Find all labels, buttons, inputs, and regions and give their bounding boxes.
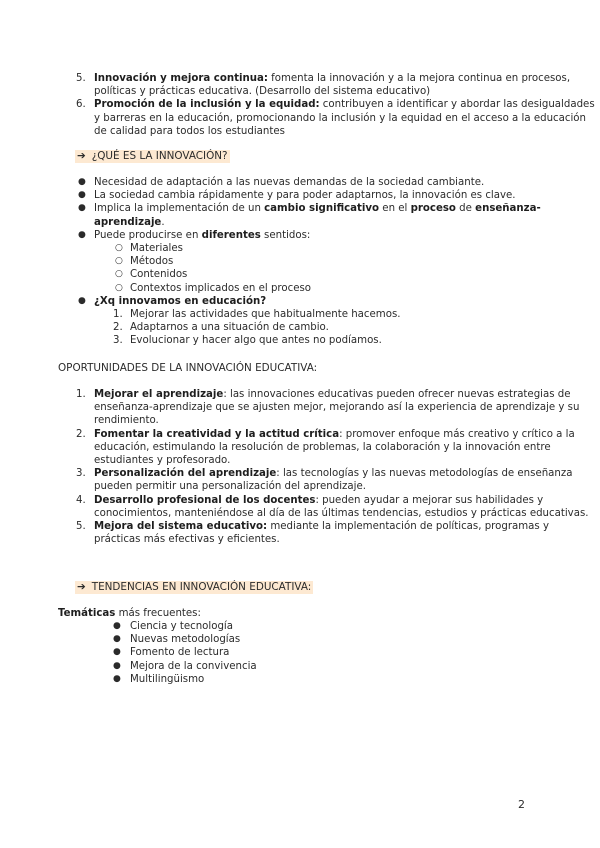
item-text: en el bbox=[379, 203, 411, 215]
item-text: Fomento de lectura bbox=[130, 647, 230, 659]
item-number: 2. bbox=[76, 428, 86, 440]
item-title: Innovación y mejora continua: bbox=[94, 73, 268, 84]
bullet-icon: ● bbox=[78, 203, 86, 214]
list-item bbox=[58, 189, 598, 202]
item-title: Mejorar el aprendizaje bbox=[94, 389, 224, 400]
bold-text: Temáticas bbox=[58, 608, 116, 619]
innovacion-bullet-list bbox=[58, 176, 598, 348]
list-item bbox=[58, 673, 358, 686]
item-text: Puede producirse en bbox=[94, 229, 202, 241]
item-text: de bbox=[455, 203, 476, 215]
section-title-oportunidades: OPORTUNIDADES DE LA INNOVACIÓN EDUCATIVA: bbox=[58, 362, 318, 374]
item-text: : las innovaciones educativas pueden ofrecer nuevas estrategias de enseñanza-aprendizaje que se ajusten mejor, mejorando así la experiencia de aprendizaje y su rendimiento. bbox=[94, 389, 580, 427]
item-text: Métodos bbox=[130, 256, 174, 268]
item-text: Nuevas metodologías bbox=[130, 634, 241, 646]
heading-text: ¿QUÉ ES LA INNOVACIÓN? bbox=[91, 150, 228, 162]
list-item bbox=[58, 520, 598, 546]
list-item bbox=[58, 72, 598, 98]
item-text: Evolucionar y hacer algo que antes no podíamos. bbox=[130, 335, 382, 347]
bullet-icon: ● bbox=[78, 229, 86, 240]
circle-bullet-icon: ○ bbox=[115, 269, 123, 280]
list-item bbox=[58, 660, 358, 673]
bullet-icon: ● bbox=[113, 673, 121, 684]
bold-text: ¿Xq innovamos en educación? bbox=[94, 295, 267, 307]
bold-text: proceso bbox=[410, 203, 456, 215]
item-title: Fomentar la creatividad y la actitud crítica bbox=[94, 428, 340, 440]
item-title: Desarrollo profesional de los docentes bbox=[94, 494, 316, 506]
item-text: Multilingüismo bbox=[130, 673, 205, 685]
bullet-icon: ● bbox=[78, 190, 86, 201]
bold-text: enseñanza-aprendizaje bbox=[94, 203, 541, 228]
list-item bbox=[58, 388, 598, 428]
list-item bbox=[58, 467, 598, 493]
tematicas-list bbox=[58, 620, 358, 686]
sub-list-item bbox=[58, 242, 598, 255]
item-title: Personalización del aprendizaje bbox=[94, 468, 277, 480]
item-text: Implica la implementación de un bbox=[94, 203, 265, 215]
item-number: 3. bbox=[113, 335, 123, 347]
list-item bbox=[58, 620, 358, 633]
item-text: más frecuentes: bbox=[115, 608, 201, 619]
bullet-icon: ● bbox=[78, 295, 86, 306]
item-text: Contextos implicados en el proceso bbox=[130, 282, 312, 294]
arrow-right-icon: ➔ bbox=[77, 150, 86, 162]
item-text: mediante la implementación de políticas, programas y prácticas más efectivas y eficientes. bbox=[94, 521, 550, 546]
item-text: sentidos: bbox=[260, 229, 311, 241]
bold-text: diferentes bbox=[201, 229, 261, 241]
bullet-icon: ● bbox=[113, 647, 121, 658]
list-item bbox=[58, 202, 598, 228]
item-number: 1. bbox=[76, 389, 86, 400]
sub-list-item bbox=[58, 321, 598, 334]
item-text: La sociedad cambia rápidamente y para poder adaptarnos, la innovación es clave. bbox=[94, 190, 516, 202]
oportunidades-numbered-list bbox=[58, 388, 598, 546]
item-text: fomenta la innovación y a la mejora continua en procesos, políticas y prácticas educativa. (Desarrollo del sistema educativo) bbox=[94, 73, 571, 98]
item-text: : las tecnologías y las nuevas metodologías de enseñanza pueden permitir una personalización del aprendizaje. bbox=[94, 468, 573, 493]
arrow-right-icon: ➔ bbox=[77, 581, 86, 593]
item-number: 5. bbox=[76, 521, 86, 533]
item-number: 6. bbox=[76, 99, 86, 111]
item-number: 1. bbox=[113, 309, 123, 321]
item-text: Ciencia y tecnología bbox=[130, 621, 234, 632]
item-text: Mejorar las actividades que habitualmente hacemos. bbox=[130, 309, 401, 321]
bullet-icon: ● bbox=[113, 660, 121, 671]
item-text: Necesidad de adaptación a las nuevas demandas de la sociedad cambiante. bbox=[94, 177, 485, 188]
list-item bbox=[58, 98, 598, 138]
item-text: Adaptarnos a una situación de cambio. bbox=[130, 322, 329, 334]
item-text: Mejora de la convivencia bbox=[130, 660, 257, 672]
circle-bullet-icon: ○ bbox=[115, 282, 123, 293]
list-item bbox=[58, 229, 598, 242]
sub-list-item bbox=[58, 282, 598, 295]
item-title: Promoción de la inclusión y la equidad: bbox=[94, 99, 320, 111]
sub-list-item bbox=[58, 268, 598, 281]
sub-list-item bbox=[58, 334, 598, 347]
list-item bbox=[58, 176, 598, 189]
sub-list-item bbox=[58, 255, 598, 268]
bold-text: cambio significativo bbox=[264, 203, 380, 215]
item-text: Materiales bbox=[130, 243, 183, 255]
circle-bullet-icon: ○ bbox=[115, 243, 123, 254]
list-item bbox=[58, 494, 598, 520]
heading-que-es-innovacion bbox=[75, 150, 230, 163]
intro-numbered-list bbox=[58, 72, 598, 138]
bullet-icon: ● bbox=[113, 621, 121, 631]
item-text: : pueden ayudar a mejorar sus habilidades y conocimientos, manteniéndose al día de las últimas tendencias, estudios y prácticas educativas. bbox=[94, 494, 589, 519]
bullet-icon: ● bbox=[113, 634, 121, 645]
list-item bbox=[58, 428, 598, 468]
item-text: contribuyen a identificar y abordar las desigualdades y barreras en la educación, promocionando la inclusión y la equidad en el acceso a la educación de calidad para todos los estudiantes bbox=[94, 99, 595, 137]
list-item bbox=[58, 295, 598, 308]
tematicas-intro bbox=[58, 607, 201, 620]
item-number: 5. bbox=[76, 73, 86, 84]
bullet-icon: ● bbox=[78, 177, 86, 187]
heading-text: TENDENCIAS EN INNOVACIÓN EDUCATIVA: bbox=[91, 581, 312, 593]
item-text: Contenidos bbox=[130, 269, 188, 281]
item-number: 3. bbox=[76, 468, 86, 480]
item-number: 4. bbox=[76, 494, 86, 506]
circle-bullet-icon: ○ bbox=[115, 256, 123, 267]
sub-list-item bbox=[58, 308, 598, 321]
page-number: 2 bbox=[518, 798, 525, 811]
item-text: : promover enfoque más creativo y crítico a la educación, estimulando la resolución de problemas, la colaboración y la innovación entre estudiantes y profesorado. bbox=[94, 428, 575, 467]
item-text: . bbox=[161, 216, 165, 228]
heading-tendencias bbox=[75, 581, 313, 594]
item-title: Mejora del sistema educativo: bbox=[94, 521, 268, 533]
list-item bbox=[58, 646, 358, 659]
list-item bbox=[58, 633, 358, 646]
item-number: 2. bbox=[113, 322, 123, 334]
